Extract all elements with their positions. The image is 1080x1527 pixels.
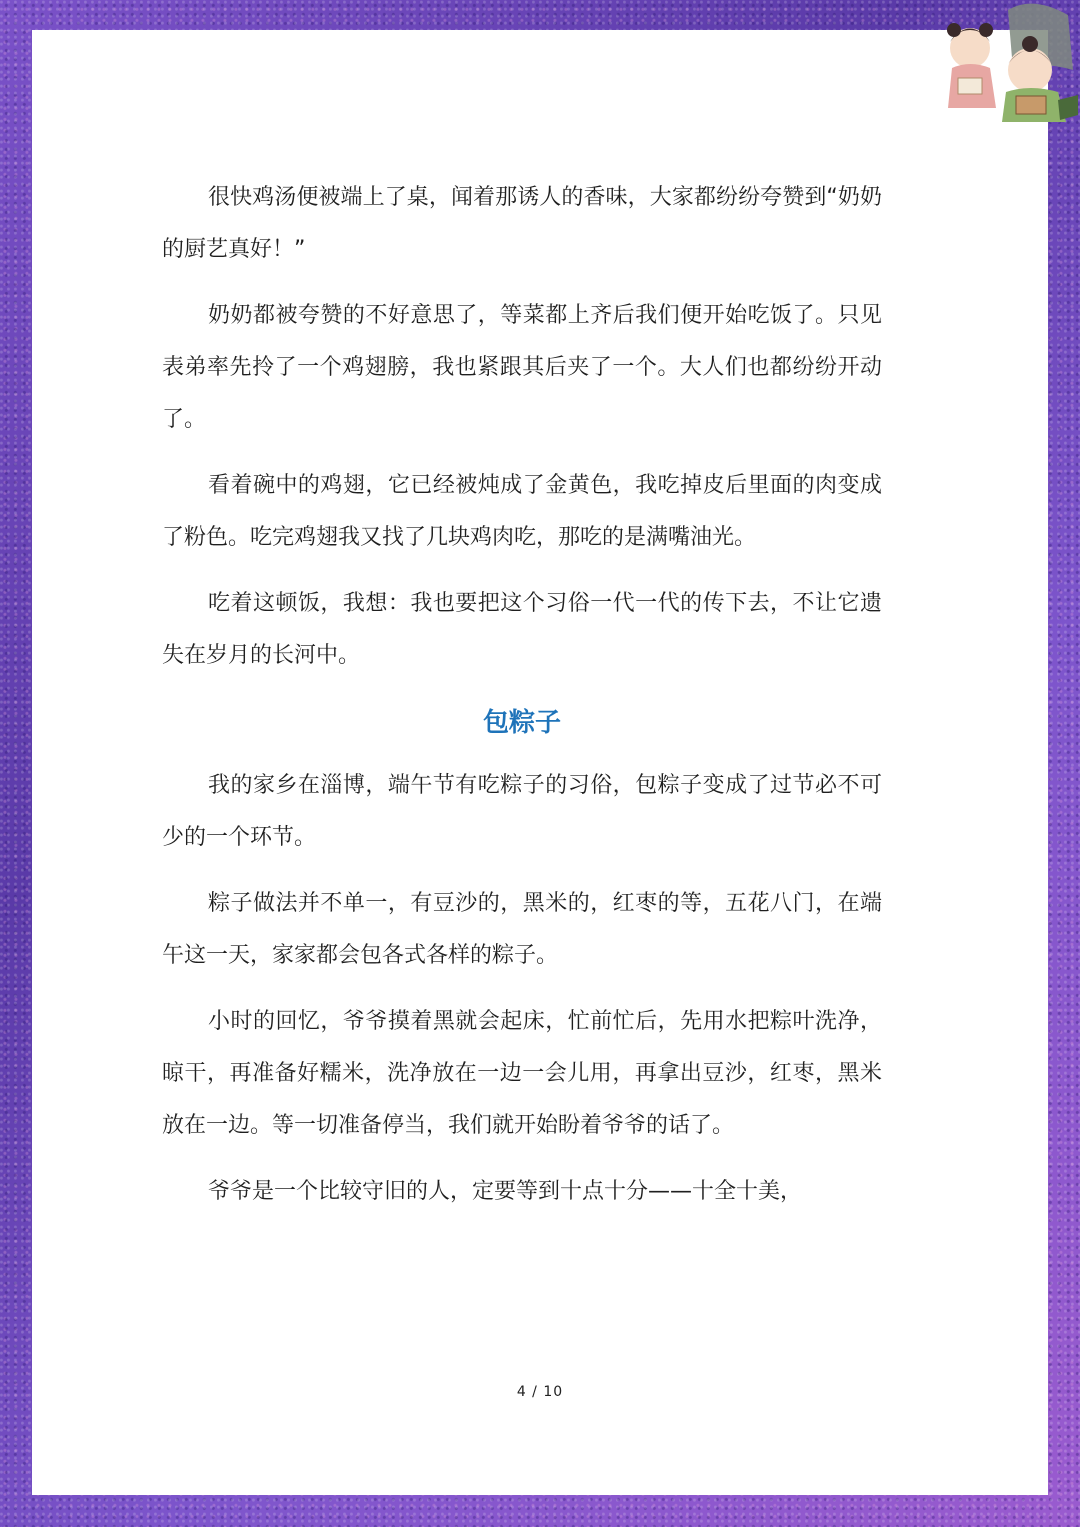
page-number: 4 / 10 <box>516 1384 564 1400</box>
paragraph: 很快鸡汤便被端上了桌，闻着那诱人的香味，大家都纷纷夸赞到“奶奶的厨艺真好！” <box>162 185 882 262</box>
section-heading: 包粽子 <box>482 708 561 738</box>
paragraph: 爷爷是一个比较守旧的人，定要等到十点十分——十全十美， <box>208 1179 803 1204</box>
paragraph: 小时的回忆，爷爷摸着黑就会起床，忙前忙后，先用水把粽叶洗净，晾干，再准备好糯米，洗净放在一边一会儿用，再拿出豆沙，红枣，黑米放在一边。等一切准备停当，我们就开始盼着爷爷的话了。 <box>162 1009 882 1138</box>
paragraph: 我的家乡在淄博，端午节有吃粽子的习俗，包粽子变成了过节必不可少的一个环节。 <box>162 773 882 850</box>
document-body <box>162 172 882 1232</box>
paragraph: 粽子做法并不单一，有豆沙的，黑米的，红枣的等，五花八门，在端午这一天，家家都会包各式各样的粽子。 <box>162 891 882 968</box>
paragraph: 吃着这顿饭，我想：我也要把这个习俗一代一代的传下去，不让它遗失在岁月的长河中。 <box>162 591 882 668</box>
children-reading-illustration <box>938 0 1080 130</box>
paragraph: 看着碗中的鸡翅，它已经被炖成了金黄色，我吃掉皮后里面的肉变成了粉色。吃完鸡翅我又找了几块鸡肉吃，那吃的是满嘴油光。 <box>162 473 882 550</box>
paragraph: 奶奶都被夸赞的不好意思了，等菜都上齐后我们便开始吃饭了。只见表弟率先拎了一个鸡翅膀，我也紧跟其后夹了一个。大人们也都纷纷开动了。 <box>162 303 882 432</box>
